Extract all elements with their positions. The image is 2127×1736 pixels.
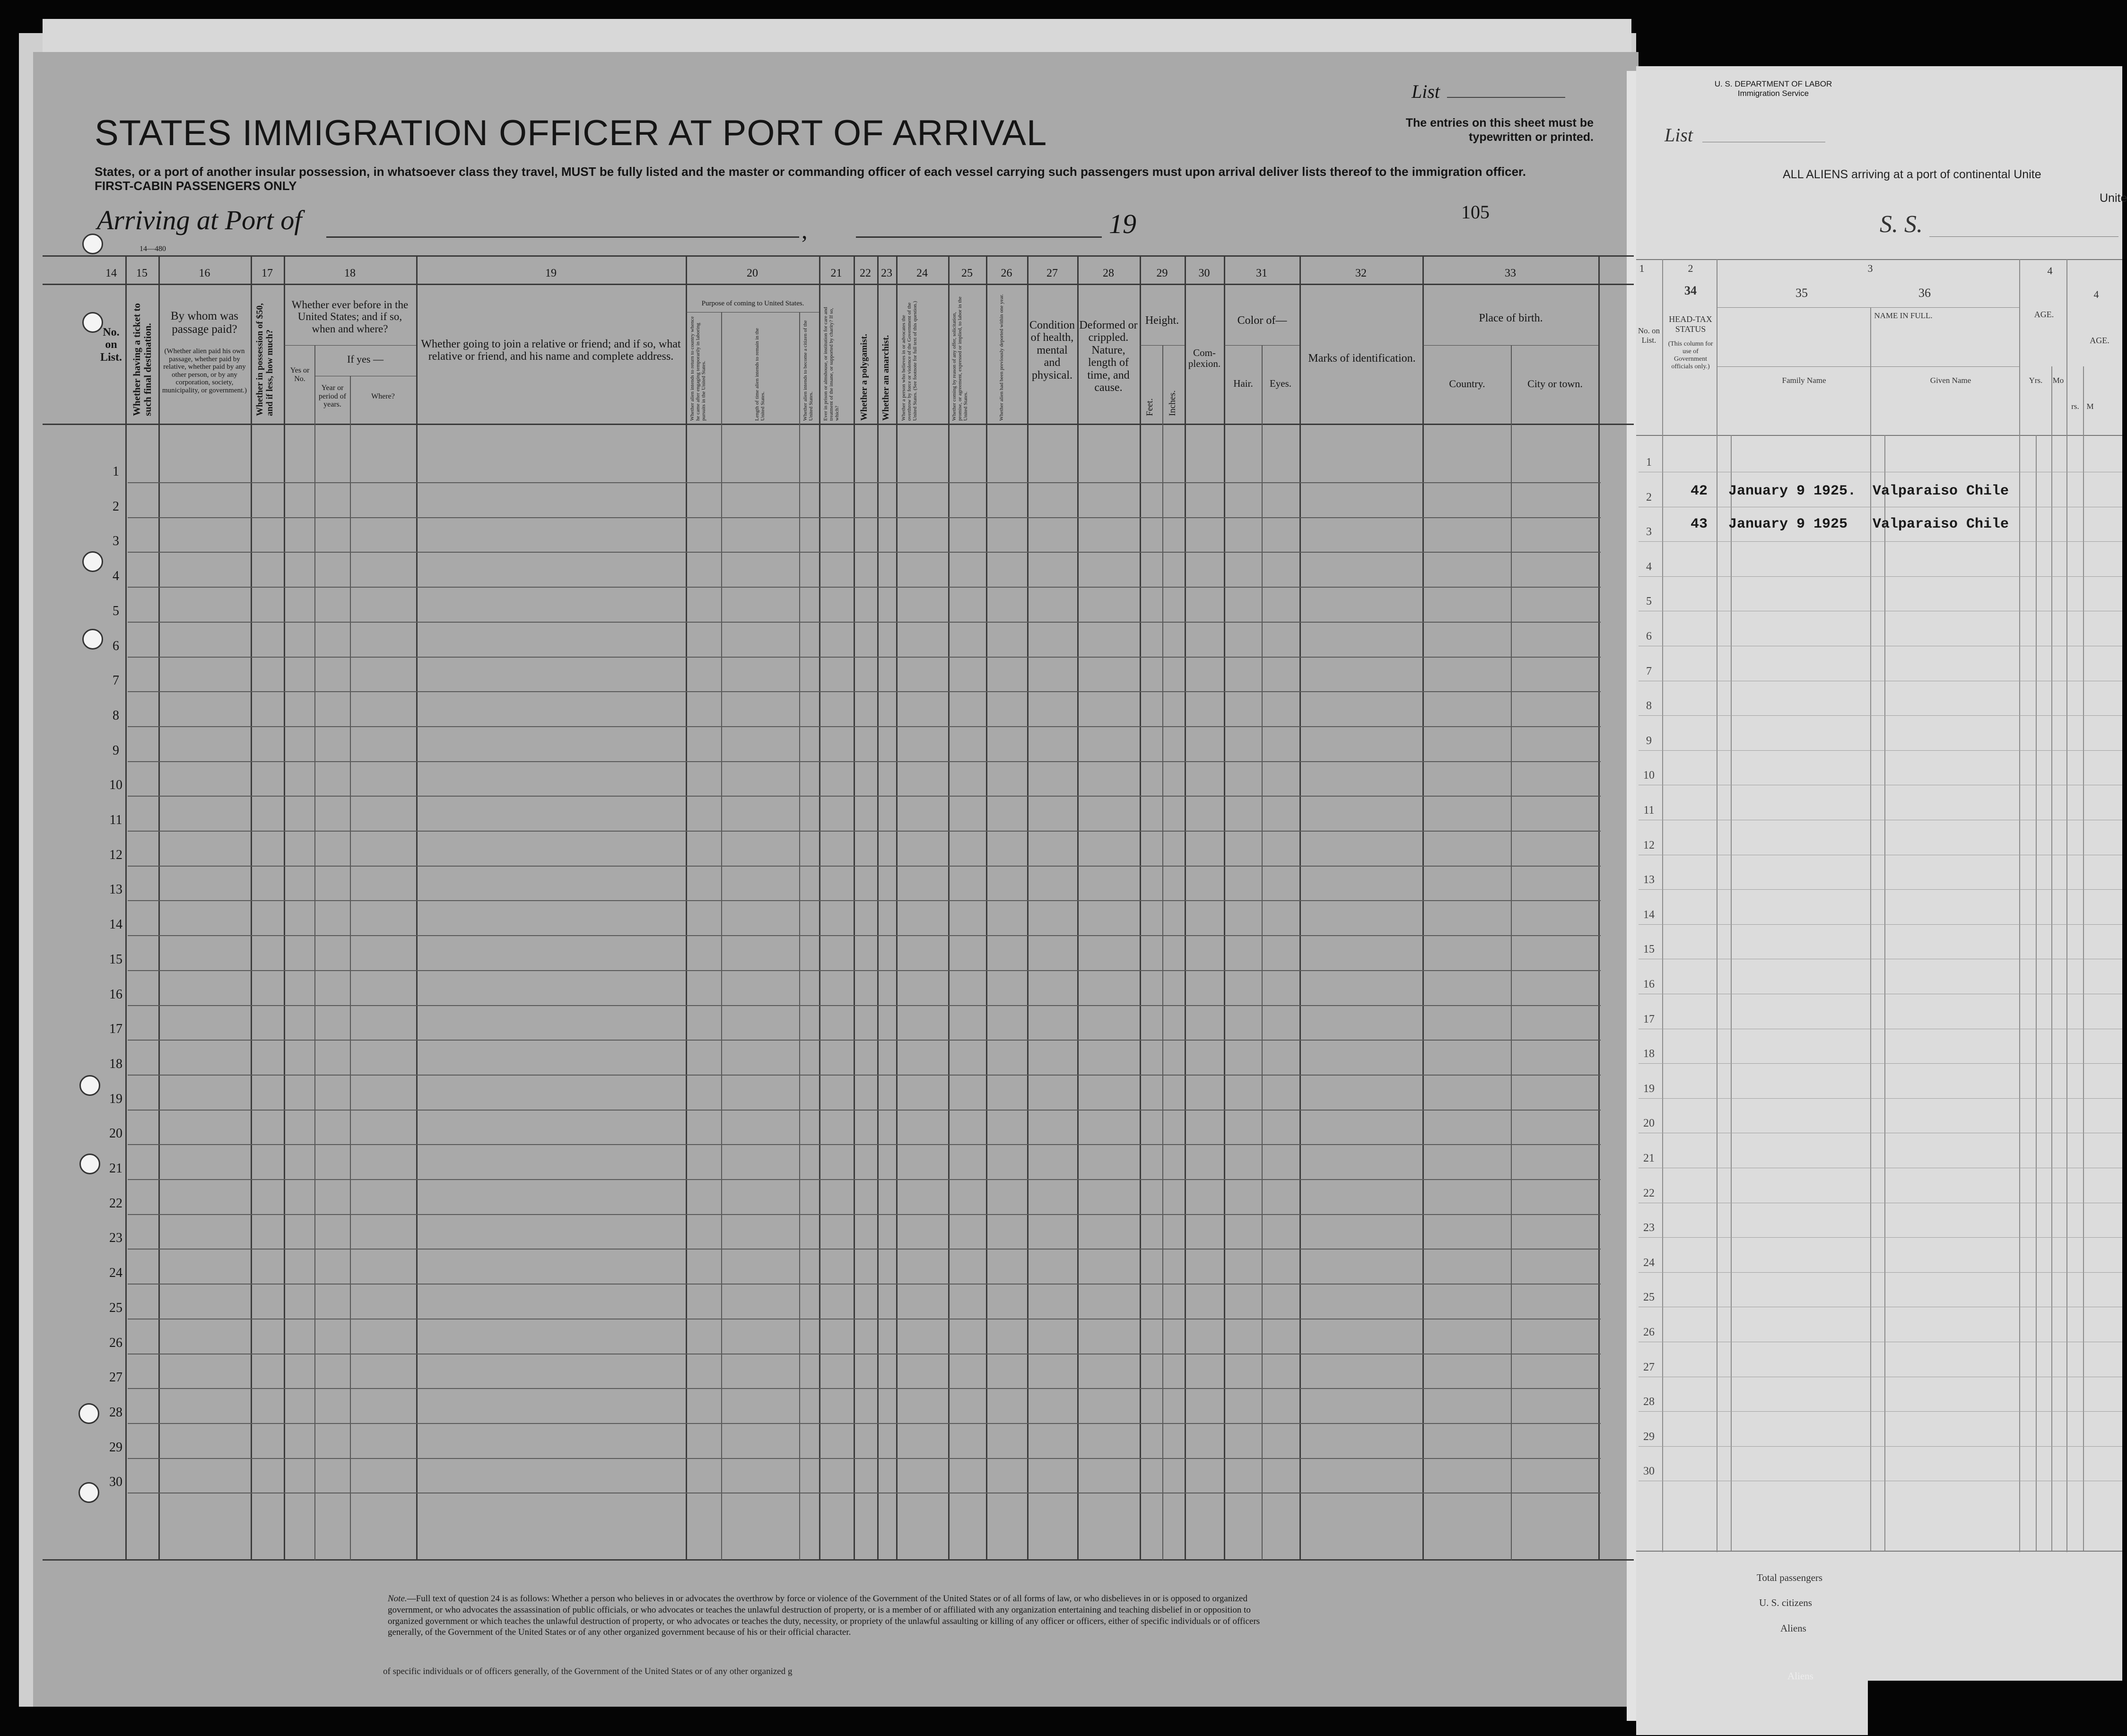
right-row-rule [1639, 889, 2122, 890]
row-rule [128, 1388, 1601, 1389]
row-rule [128, 866, 1601, 867]
form-title: STATES IMMIGRATION OFFICER AT PORT OF ARRIVAL [95, 113, 1047, 153]
header-yes-or-no: Yes or No. [290, 366, 310, 383]
right-row-number: 7 [1646, 665, 1652, 677]
right-row-number: 28 [1643, 1396, 1655, 1408]
column-number: 25 [961, 267, 973, 279]
united-text: Unite [2100, 191, 2127, 205]
header-purpose-title: Purpose of coming to United States. [701, 300, 804, 307]
column-number: 27 [1046, 267, 1058, 279]
arriving-label: Arriving at Port of [97, 205, 302, 235]
right-column-number: 4 [2047, 265, 2053, 277]
binder-hole [79, 1154, 100, 1174]
col-line [125, 255, 127, 1560]
right-row-rule [1639, 1272, 2122, 1273]
row-rule [128, 552, 1601, 553]
right-col-line [1662, 259, 1663, 1552]
entry-given-name: Valparaiso Chile [1873, 483, 2009, 499]
header-city: City or town. [1527, 378, 1583, 390]
right-col-line [2036, 435, 2037, 1551]
list-blank-line [1447, 97, 1565, 98]
right-row-number: 4 [1646, 560, 1652, 573]
column-number: 22 [860, 267, 871, 279]
right-column-number: 3 [1867, 262, 1873, 274]
row-number: 29 [109, 1440, 122, 1455]
entry-family-name: January 9 1925. [1728, 483, 1857, 499]
footnote-text: —Full text of question 24 is as follows: Whether a person who believes in or advocates the overthrow by force or violence of the Government of the United States or of all forms of law, or who disbelieves in or is opposed to organized government, or who advocates the assassination of public officials, or who advocates or teaches the unlawful destruction of property, or is a member of or affiliated with any organization entertaining and teaching disbelief in or opposition to organized government or which teaches the unlawful destruction of property, or who advocates or teaches the duty, necessity, or propriety of the unlawful assaulting or killing of any officer or officers, either of specific individuals or of officers generally, of the Government of the United States or of any other organized government because of his or their official character. [388, 1594, 1260, 1638]
col-line [854, 255, 855, 1560]
row-number: 19 [109, 1091, 122, 1106]
entry-head-tax: 42 [1691, 483, 1708, 499]
entry-head-tax: 43 [1691, 516, 1708, 532]
entry-given-name: Valparaiso Chile [1873, 516, 2009, 532]
right-column-number: 1 [1639, 262, 1645, 274]
col-line [251, 255, 252, 1560]
row-number: 11 [109, 813, 122, 827]
right-col-line [1731, 435, 1732, 1551]
right-row-number: 13 [1643, 874, 1655, 886]
entries-note: The entries on this sheet must be typewritten or printed. [1405, 116, 1594, 144]
table-number-rule [43, 284, 1634, 285]
header-purpose-citizen: Whether alien intends to become a citizen of the United States. [802, 320, 814, 421]
header-overthrow: Whether a person who believes in or advocates the overthrow by force or violence of the Government of the United States. (See footnote for full text of this question.) [901, 301, 918, 421]
right-row-number: 27 [1643, 1361, 1655, 1373]
right-row-rule [1639, 715, 2122, 716]
sub-rule [1224, 345, 1299, 346]
right-col-line [1870, 307, 1871, 1551]
column-number: 26 [1001, 267, 1012, 279]
right-row-number: 24 [1643, 1256, 1655, 1269]
row-rule [128, 1005, 1601, 1006]
right-sub-number: 34 [1684, 284, 1697, 297]
row-rule [128, 1040, 1601, 1041]
row-rule [128, 831, 1601, 832]
col-line [1162, 345, 1163, 1560]
right-header-yrs2: rs. [2071, 402, 2079, 411]
right-column-number: 2 [1688, 262, 1693, 274]
right-sub-rule [1717, 307, 2019, 308]
right-row-number: 14 [1643, 908, 1655, 921]
right-row-number: 22 [1643, 1187, 1655, 1199]
col-line [1027, 255, 1029, 1560]
right-list-label: List [1665, 124, 1693, 146]
row-number: 23 [109, 1231, 122, 1246]
col-line [986, 255, 987, 1560]
ss-label: S. S. [1880, 211, 1923, 238]
right-row-rule [1639, 750, 2122, 751]
right-header-name-in-full: NAME IN FULL. [1874, 311, 1933, 320]
right-sub-number: 36 [1918, 286, 1931, 300]
col-line [284, 255, 285, 1560]
col-line [1077, 255, 1079, 1560]
header-purpose-length: Length of time alien intends to remain in the United States. [754, 328, 766, 421]
row-number: 24 [109, 1266, 122, 1281]
header-eyes: Eyes. [1269, 378, 1292, 389]
right-row-number: 16 [1643, 978, 1655, 990]
row-rule [128, 1458, 1601, 1459]
column-number: 32 [1355, 267, 1367, 279]
row-number: 28 [109, 1405, 122, 1420]
right-row-number: 25 [1643, 1291, 1655, 1304]
header-passage-note: (Whether alien paid his own passage, whether paid by relative, whether paid by any other person, or by any corporation, society, municipality, or government.) [162, 347, 247, 394]
header-deformed: Deformed or crippled. Nature, length of time, and cause. [1079, 319, 1138, 394]
row-number: 4 [113, 569, 119, 584]
row-number: 12 [109, 847, 122, 862]
row-rule [128, 726, 1601, 727]
right-header-head-tax-note: (This column for use of Government officials only.) [1668, 340, 1713, 371]
col-line [1299, 255, 1301, 1560]
column-number: 29 [1156, 267, 1168, 279]
right-row-number: 20 [1643, 1117, 1655, 1130]
column-number: 30 [1198, 267, 1210, 279]
right-header-age: AGE. [2034, 310, 2054, 319]
row-rule [128, 1423, 1601, 1424]
list-label: List [1412, 81, 1440, 102]
row-number: 10 [109, 778, 122, 793]
right-header-head-tax: HEAD-TAX STATUS [1669, 314, 1712, 334]
column-number: 14 [105, 267, 117, 279]
right-row-number: 26 [1643, 1326, 1655, 1338]
right-sub-rule [1717, 366, 2019, 367]
comma-1: , [802, 217, 808, 243]
row-number: 22 [109, 1196, 122, 1211]
row-number: 21 [109, 1161, 122, 1176]
row-number: 15 [109, 952, 122, 967]
right-row-number: 9 [1646, 734, 1652, 747]
right-col-line [1884, 435, 1885, 1551]
column-number: 21 [830, 267, 842, 279]
right-row-rule [1639, 1446, 2122, 1447]
right-row-number: 23 [1643, 1222, 1655, 1234]
right-row-number: 12 [1643, 839, 1655, 851]
right-row-rule [1639, 1411, 2122, 1412]
aliens-label-2: Aliens [1787, 1670, 1813, 1682]
column-number: 28 [1103, 267, 1114, 279]
header-passage-title: By whom was passage paid? [170, 310, 239, 336]
right-row-number: 21 [1643, 1152, 1655, 1164]
right-row-rule [1639, 1098, 2122, 1099]
header-country: Country. [1449, 378, 1485, 390]
row-rule [128, 517, 1601, 518]
row-number: 6 [113, 638, 119, 653]
row-rule [128, 935, 1601, 936]
header-if-yes: If yes — [347, 353, 384, 365]
header-polygamist: Whether a polygamist. [859, 334, 869, 421]
header-color-of: Color of— [1237, 314, 1287, 327]
binder-hole [82, 234, 103, 254]
header-anarchist: Whether an anarchist. [881, 335, 891, 421]
header-place-of-birth: Place of birth. [1479, 312, 1543, 324]
col-line [686, 255, 687, 1560]
row-number: 20 [109, 1126, 122, 1141]
column-number: 17 [262, 267, 273, 279]
row-rule [128, 796, 1601, 797]
right-row-number: 2 [1646, 491, 1652, 503]
row-number: 30 [109, 1475, 122, 1490]
footnote-label: Note. [388, 1594, 407, 1604]
row-number: 27 [109, 1370, 122, 1385]
right-header-family-name: Family Name [1782, 376, 1826, 385]
header-offer: Whether coming by reason of any offer, solicitation, promise, or agreement, expressed or implied, to labor in the United States. [951, 296, 969, 421]
aliens-label: Aliens [1780, 1623, 1806, 1634]
col-line [1224, 255, 1225, 1560]
row-number: 3 [113, 534, 119, 549]
right-table-bottom-rule [1636, 1551, 2122, 1552]
entry-family-name: January 9 1925 [1728, 516, 1848, 532]
binder-hole [82, 551, 103, 572]
header-purpose-return: Whether alien intends to return to country whence he came after engaging temporarily in laboring pursuits in the United States. [689, 316, 707, 421]
col-line [877, 255, 879, 1560]
row-number: 2 [113, 499, 119, 514]
right-row-number: 19 [1643, 1082, 1655, 1095]
col-line [1511, 345, 1512, 1560]
right-header-m2: M [2086, 402, 2094, 411]
column-number: 18 [344, 267, 356, 279]
row-rule [128, 1214, 1601, 1215]
form-code: 14—480 [139, 245, 166, 253]
right-row-rule [1639, 1063, 2122, 1064]
header-join-relative: Whether going to join a relative or friend; and if so, what relative or friend, and his name and complete address. [421, 338, 681, 363]
row-number: 14 [109, 917, 122, 932]
right-row-number: 1 [1646, 456, 1652, 469]
right-row-number: 11 [1643, 804, 1655, 816]
binder-hole [78, 1482, 99, 1503]
row-rule [128, 482, 1601, 483]
header-marks: Marks of identification. [1308, 352, 1416, 365]
right-row-number: 15 [1643, 943, 1655, 956]
header-no-on-list: No. on List. [100, 326, 122, 364]
ss-line [1929, 236, 2118, 237]
row-rule [128, 691, 1601, 692]
footnote-tail: of specific individuals or of officers generally, of the Government of the United States or of any other organized g [383, 1667, 793, 1676]
right-column-number: 4 [2093, 288, 2099, 300]
header-condition: Condition of health, mental and physical. [1029, 319, 1075, 382]
col-line [158, 255, 160, 1560]
row-number: 5 [113, 603, 119, 618]
table-top-rule [43, 255, 1634, 257]
binder-hole [78, 1403, 99, 1424]
sub-rule [1140, 345, 1185, 346]
header-fifty-dollars: Whether in possession of $50, and if less, how much? [255, 303, 275, 416]
header-before-in-us: Whether ever before in the United States; and if so, when and where? [291, 299, 409, 335]
header-year-period: Year or period of years. [318, 384, 347, 409]
row-number: 1 [113, 464, 119, 479]
col-line [1598, 255, 1600, 1560]
header-hair: Hair. [1233, 378, 1253, 389]
row-rule [128, 900, 1601, 901]
row-rule [128, 622, 1601, 623]
cabin-label: FIRST-CABIN PASSENGERS ONLY [95, 179, 297, 193]
column-number: 16 [199, 267, 210, 279]
row-number: 18 [109, 1056, 122, 1071]
right-header-given-name: Given Name [1930, 376, 1971, 385]
row-rule [128, 970, 1601, 971]
column-number: 33 [1505, 267, 1516, 279]
left-sheet-top-edge [43, 19, 1631, 57]
header-where: Where? [371, 392, 395, 400]
row-rule [128, 587, 1601, 588]
right-row-rule [1639, 576, 2122, 577]
col-line [1140, 255, 1141, 1560]
right-row-rule [1639, 1237, 2122, 1238]
row-rule [128, 761, 1601, 762]
right-table-top-rule [1636, 259, 2122, 260]
right-col-line [2019, 259, 2020, 1552]
all-aliens-text: ALL ALIENS arriving at a port of continental Unite [1783, 168, 2041, 181]
column-number: 23 [881, 267, 892, 279]
column-number: 31 [1256, 267, 1267, 279]
column-number: 20 [747, 267, 758, 279]
col-line [1185, 255, 1186, 1560]
row-rule [128, 657, 1601, 658]
service-label: Immigration Service [1737, 89, 1809, 98]
col-line [314, 345, 315, 1560]
total-passengers-label: Total passengers [1757, 1572, 1823, 1583]
right-row-number: 10 [1643, 769, 1655, 782]
row-number: 13 [109, 882, 122, 897]
right-row-number: 29 [1643, 1430, 1655, 1443]
row-rule [128, 1144, 1601, 1145]
header-deported: Whether alien had been previously deported within one year. [999, 294, 1004, 421]
row-number: 17 [109, 1022, 122, 1037]
right-row-number: 8 [1646, 700, 1652, 712]
row-rule [128, 1249, 1601, 1250]
binder-hole [82, 312, 103, 333]
col-line [416, 255, 418, 1560]
binder-hole [82, 629, 103, 650]
row-number: 26 [109, 1335, 122, 1350]
right-row-number: 3 [1646, 526, 1652, 538]
right-row-number: 30 [1643, 1465, 1655, 1478]
port-blank-line [326, 236, 799, 238]
us-citizens-label: U. S. citizens [1759, 1597, 1812, 1608]
column-number: 15 [136, 267, 148, 279]
dept-of-labor [1702, 79, 1844, 99]
date-blank-line [856, 236, 1102, 238]
right-row-rule [1639, 924, 2122, 925]
header-height: Height. [1145, 314, 1179, 327]
right-row-number: 18 [1643, 1048, 1655, 1060]
column-number: 19 [545, 267, 557, 279]
col-line [948, 255, 950, 1560]
header-complexion: Com- plexion. [1188, 347, 1221, 370]
right-table-header-rule [1636, 435, 2122, 436]
col-line [819, 255, 820, 1560]
row-number: 16 [109, 987, 122, 1002]
header-prison: Ever in prison or almshouse, or institution for care and treatment of the insane, or supported by charity? If so, which? [823, 307, 840, 421]
right-header-mos: Mo [2052, 376, 2064, 385]
column-number: 24 [916, 267, 928, 279]
row-number: 25 [109, 1300, 122, 1315]
right-row-number: 5 [1646, 595, 1652, 608]
right-header-no-on-list: No. on List. [1638, 326, 1660, 345]
right-row-number: 17 [1643, 1013, 1655, 1025]
col-line [350, 376, 351, 1560]
header-ticket: Whether having a ticket to such final destination. [131, 303, 154, 416]
footnote [388, 1593, 1286, 1638]
row-number: 8 [113, 708, 119, 723]
dark-corner [1868, 1681, 2122, 1736]
right-row-number: 6 [1646, 630, 1652, 642]
col-line [896, 255, 898, 1560]
binder-hole [79, 1075, 100, 1096]
right-row-rule [1639, 541, 2122, 542]
stamp-number: 105 [1461, 201, 1490, 223]
right-header-age2: AGE. [2090, 336, 2110, 345]
row-number: 9 [113, 743, 119, 758]
col-line [1262, 345, 1263, 1560]
header-inches: Inches. [1168, 390, 1177, 416]
row-rule [128, 1110, 1601, 1111]
right-col-line [2066, 259, 2067, 1552]
row-number: 7 [113, 673, 119, 688]
right-sub-number: 35 [1796, 286, 1808, 300]
row-rule [128, 1075, 1601, 1076]
right-header-yrs: Yrs. [2029, 376, 2043, 385]
form-instructions: States, or a port of another insular possession, in whatsoever class they travel, MUST be fully listed and the master or commanding officer of each vessel carrying such passengers must upon arrival deliver lists thereof to the immigration officer. [95, 165, 1526, 179]
table-bottom-rule [43, 1559, 1634, 1561]
col-line [1422, 255, 1424, 1560]
row-rule [128, 1284, 1601, 1285]
row-rule [128, 1179, 1601, 1180]
year-prefix: 19 [1109, 208, 1136, 239]
table-header-rule [43, 424, 1634, 425]
dept-label: U. S. DEPARTMENT OF LABOR [1714, 79, 1832, 88]
sub-rule [1422, 345, 1598, 346]
header-feet: Feet. [1145, 398, 1155, 416]
sub-rule [284, 345, 416, 346]
